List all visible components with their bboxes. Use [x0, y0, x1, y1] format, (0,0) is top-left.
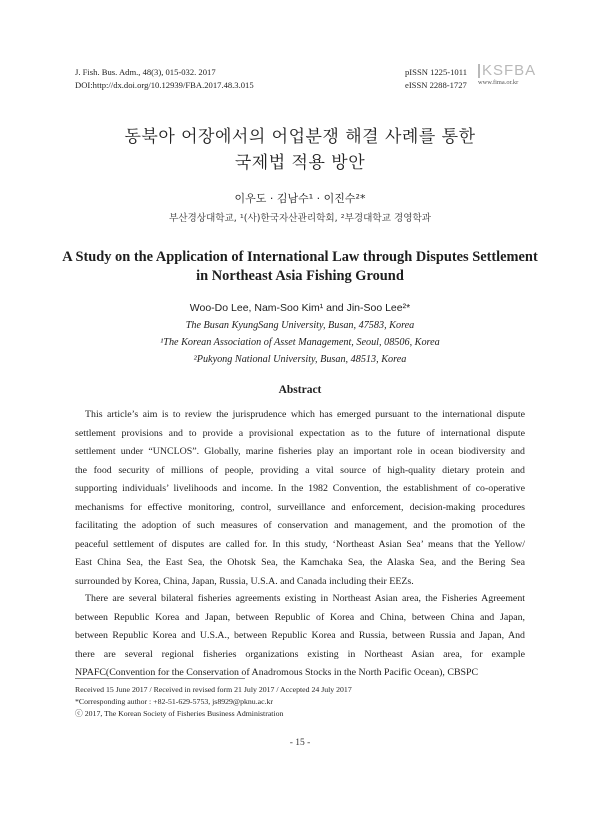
abstract-line: This article’s aim is to review the jurisprudence which has emerged pursuant to the international dispute: [85, 409, 525, 420]
abstract-line: peaceful settlement of disputes are called for. In this study, ‘Northeast Asian Sea’ means that the Yellow/: [75, 538, 525, 550]
journal-line: J. Fish. Bus. Adm., 48(3), 015-032. 2017: [75, 67, 216, 77]
abstract-line: settlement provisions and to provide a provisional expectation as to the future of international dispute: [75, 427, 525, 439]
abstract-line: there are several regional fisheries organizations existing in Northeast Asian area, for example: [75, 648, 525, 660]
corresponding-author: *Corresponding author : +82-51-629-5753, js8929@pknu.ac.kr: [75, 697, 274, 706]
abstract-line: settlement under “UNCLOS”. Globally, marine fisheries play an important role in ocean biodiversity and: [75, 446, 525, 457]
abstract-line: facilitating the adoption of such measures of conservation and management, and the promotion of the: [75, 520, 525, 531]
abstract-line: mechanisms for effective monitoring, control, surveillance and enforcement, decision-making procedures: [75, 501, 525, 513]
eissn: eISSN 2288-1727: [405, 79, 467, 90]
logo-text: KSFBA: [478, 64, 526, 78]
korean-affiliations: 부산경상대학교, ¹(사)한국자산관리학회, ²부경대학교 경영학과: [168, 213, 432, 224]
korean-title-line2: 국제법 적용 방안: [234, 153, 366, 173]
pissn: pISSN 1225-1011: [405, 67, 467, 77]
abstract-line: the food security of millions of people, providing a vital source of high-quality dietary protein and: [75, 464, 525, 476]
page-number: - 15 -: [289, 738, 311, 748]
abstract-heading: Abstract: [278, 384, 322, 396]
received-dates: Received 15 June 2017 / Received in revised form 21 July 2017 / Accepted 24 July 2017: [75, 685, 352, 694]
copyright-notice: ⓒ 2017, The Korean Society of Fisheries Business Administration: [75, 709, 284, 718]
abstract-line: There are several bilateral fisheries agreements existing in Northeast Asian area, the Fisheries Agreement: [85, 593, 525, 604]
issn-block: [405, 66, 467, 91]
english-title-line1: A Study on the Application of International Law through Disputes Settlement: [62, 249, 538, 265]
english-title-line2: in Northeast Asia Fishing Ground: [196, 268, 404, 284]
affiliation-2: ¹The Korean Association of Asset Management, Seoul, 08506, Korea: [160, 337, 440, 348]
english-authors: Woo-Do Lee, Nam-Soo Kim¹ and Jin-Soo Lee²*: [189, 302, 411, 314]
abstract-paragraph-2: [75, 590, 525, 683]
abstract-line: NPAFC(Convention for the Conservation of Anadromous Stocks in the North Pacific Ocean), CBSPC: [75, 667, 479, 678]
abstract-line: East China Sea, the East Sea, the Ohotsk Sea, the Kamchaka Sea, the Alaska Sea, and the Bering Sea: [75, 557, 525, 568]
abstract-line: between Republic Korea and U.S.A., between Republic Korea and Russia, between Russia and Japan, And: [75, 630, 525, 641]
journal-citation: [75, 66, 254, 91]
affiliation-3: ²Pukyong National University, Busan, 48513, Korea: [193, 354, 407, 365]
abstract-line: supporting individuals’ livelihoods and income. In the 1982 Convention, the establishment of co-operative: [75, 483, 525, 494]
abstract-line: surrounded by Korea, China, Japan, Russia, U.S.A. and Canada including their EEZs.: [75, 575, 414, 587]
doi-line: DOI:http://dx.doi.org/10.12939/FBA.2017.48.3.015: [75, 79, 254, 90]
abstract-paragraph-1: [75, 406, 525, 591]
korean-authors: 이우도 · 김남수¹ · 이진수²*: [234, 192, 366, 205]
ksfba-logo: [478, 62, 537, 87]
footnote-divider: [75, 678, 245, 679]
affiliation-1: The Busan KyungSang University, Busan, 47583, Korea: [185, 320, 415, 331]
logo-url: www.fima.or.kr: [478, 79, 519, 86]
abstract-line: between Republic Korea and Japan, between Republic of Korea and China, between China and Japan,: [75, 611, 525, 623]
korean-title-line1: 동북아 어장에서의 어업분쟁 해결 사례를 통한: [124, 127, 476, 147]
